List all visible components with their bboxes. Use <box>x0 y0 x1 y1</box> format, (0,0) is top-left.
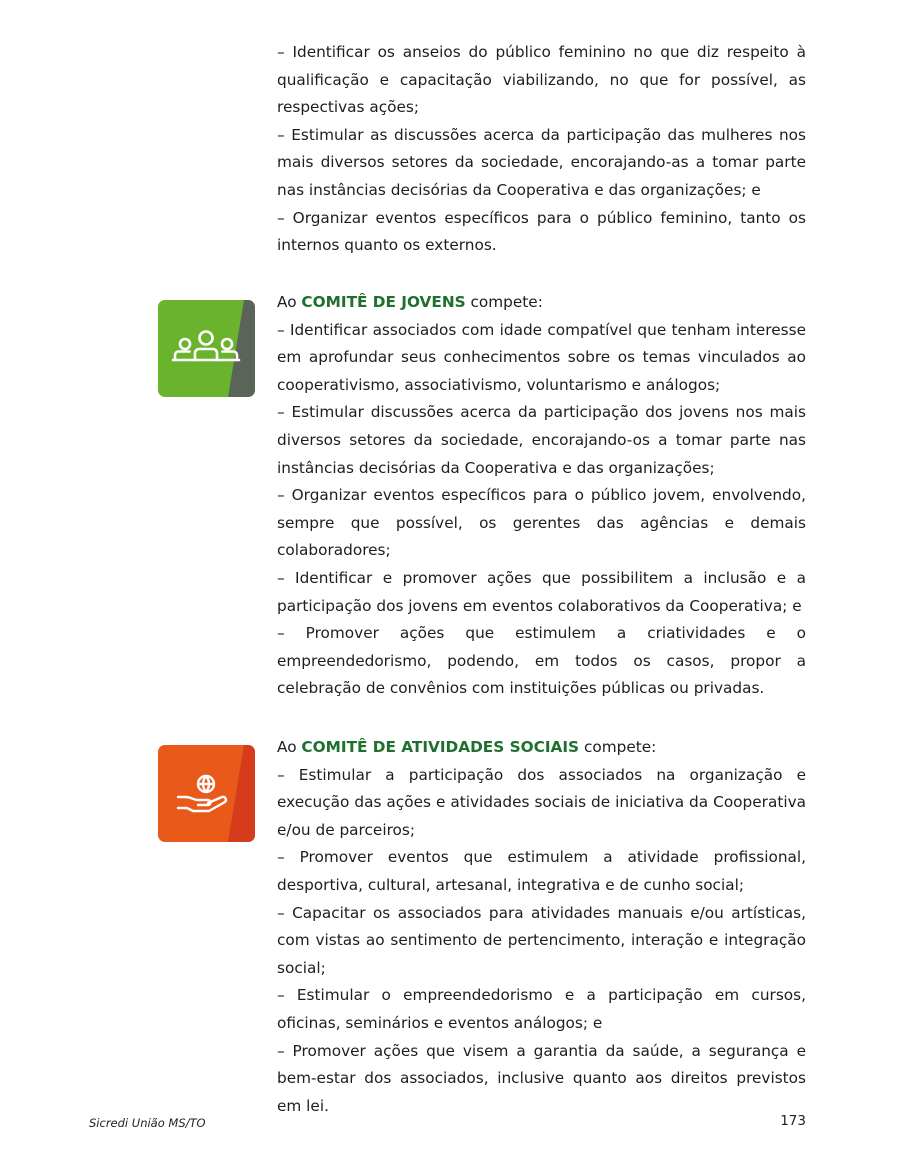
sociais-item: – Capacitar os associados para atividades manuais e/ou artísticas, com vistas ao sentimento de pertencimento, interação e integração social; <box>277 903 806 977</box>
intro-item: – Estimular as discussões acerca da participação das mulheres nos mais diversos setores da sociedade, encorajando-as a tomar parte nas instâncias decisórias da Cooperativa e das organizações; e <box>277 125 806 199</box>
jovens-committee-name: COMITÊ DE JOVENS <box>301 293 466 311</box>
sociais-committee-name: COMITÊ DE ATIVIDADES SOCIAIS <box>301 738 580 756</box>
jovens-icon-box <box>158 300 255 397</box>
hand-globe-icon <box>158 745 255 842</box>
jovens-item: – Organizar eventos específicos para o público jovem, envolvendo, sempre que possível, os gerentes das agências e demais colaboradores; <box>277 486 806 560</box>
group-people-icon <box>158 300 255 397</box>
sociais-section <box>277 734 806 1120</box>
sociais-heading: Ao COMITÊ DE ATIVIDADES SOCIAIS compete: <box>277 738 657 756</box>
jovens-heading: Ao COMITÊ DE JOVENS compete: <box>277 293 543 311</box>
intro-section <box>277 39 806 260</box>
jovens-item: – Identificar associados com idade compatível que tenham interesse em aprofundar seus conhecimentos sobre os temas vinculados ao cooperativismo, associativismo, voluntarismo e análogos; <box>277 320 806 394</box>
sociais-icon-box <box>158 745 255 842</box>
page-number: 173 <box>780 1113 806 1129</box>
jovens-item: – Promover ações que estimulem a criatividades e o empreendedorismo, podendo, em todos os casos, propor a celebração de convênios com instituições públicas ou privadas. <box>277 624 806 698</box>
jovens-section <box>277 289 806 703</box>
sociais-item: – Estimular o empreendedorismo e a participação em cursos, oficinas, seminários e eventos análogos; e <box>277 986 806 1032</box>
sociais-item: – Estimular a participação dos associados na organização e execução das ações e atividades sociais de iniciativa da Cooperativa e/ou de parceiros; <box>277 765 806 839</box>
sociais-item: – Promover ações que visem a garantia da saúde, a segurança e bem-estar dos associados, inclusive quanto aos direitos previstos em lei. <box>277 1041 806 1115</box>
jovens-item: – Estimular discussões acerca da participação dos jovens nos mais diversos setores da sociedade, encorajando-os a tomar parte nas instâncias decisórias da Cooperativa e das organizações; <box>277 403 806 477</box>
intro-item: – Identificar os anseios do público feminino no que diz respeito à qualificação e capacitação viabilizando, no que for possível, as respectivas ações; <box>277 43 806 117</box>
footer-brand: Sicredi União MS/TO <box>89 1116 206 1130</box>
intro-item: – Organizar eventos específicos para o público feminino, tanto os internos quanto os externos. <box>277 208 806 255</box>
sociais-item: – Promover eventos que estimulem a atividade profissional, desportiva, cultural, artesanal, integrativa e de cunho social; <box>277 848 806 894</box>
jovens-item: – Identificar e promover ações que possibilitem a inclusão e a participação dos jovens em eventos colaborativos da Cooperativa; e <box>277 568 806 615</box>
